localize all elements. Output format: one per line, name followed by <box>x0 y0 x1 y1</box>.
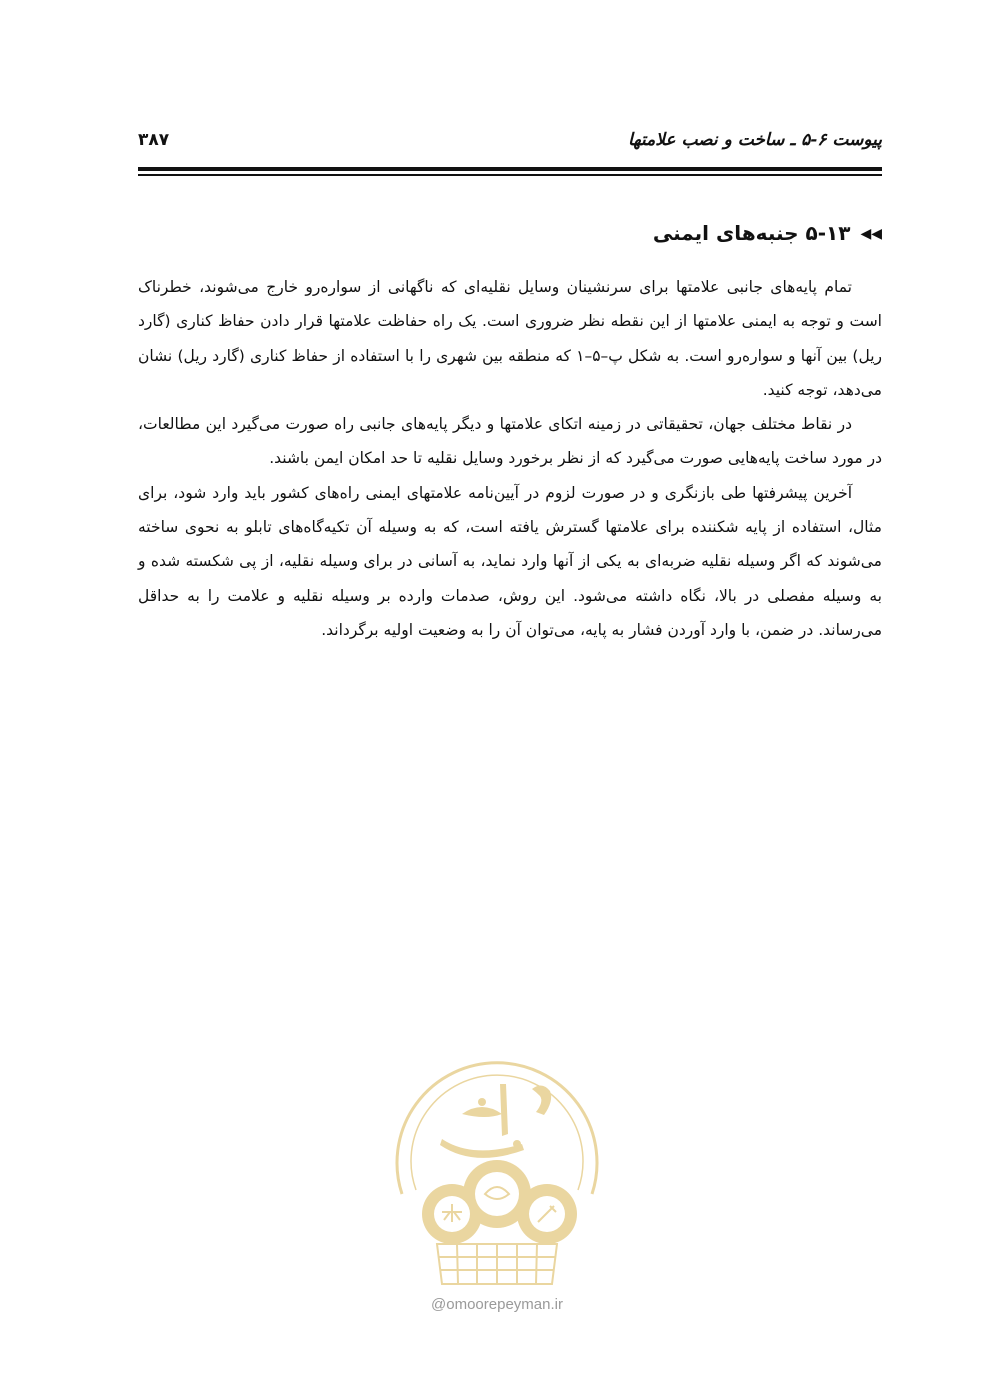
section-heading-text: ۵-۱۳ جنبه‌های ایمنی <box>652 221 851 245</box>
page-header <box>138 128 882 154</box>
watermark-caption: @omoorepeyman.ir <box>431 1296 563 1313</box>
watermark-logo-icon <box>382 1044 612 1294</box>
paragraph-2: در نقاط مختلف جهان، تحقیقاتی در زمینه اتکای علامتها و دیگر پایه‌های جانبی راه صورت می‌گیرد این مطالعات، در مورد ساخت پایه‌هایی صورت می‌گیرد که از نظر برخورد وسایل نقلیه تا حد امکان ایمن باشند. <box>138 415 882 468</box>
section-heading <box>653 221 882 245</box>
paragraph-1: تمام پایه‌های جانبی علامتها برای سرنشینان وسایل نقلیه‌ای که ناگهانی از سواره‌رو خارج می‌شوند، خطرناک است و توجه به ایمنی علامتها از این نقطه نظر ضروری است. یک راه حفاظت علامتها قرار دادن حفاظ کناری (گارد ریل) بین آنها و سواره‌رو است. به شکل پ–۵–۱ که منطقه بین شهری را با استفاده از حفاظ کناری (گارد ریل) نشان می‌دهد، توجه کنید. <box>138 278 882 399</box>
body-text <box>138 270 882 647</box>
running-header-title: پیوست ۶-۵ ـ ساخت و نصب علامتها <box>628 130 882 150</box>
double-chevron-icon: ◀◀ <box>860 226 882 242</box>
page-number: ۳۸۷ <box>138 130 170 150</box>
paragraph-3: آخرین پیشرفتها طی بازنگری و در صورت لزوم در آیین‌نامه علامتهای ایمنی راه‌های کشور باید وارد شود، برای مثال، استفاده از پایه شکننده برای علامتها گسترش یافته است، که به وسیله آن تکیه‌گاه‌های تابلو به نحوی ساخته می‌شوند که اگر وسیله نقلیه ضربه‌ای به یکی از آنها وارد نماید، به آسانی در برای وسیله نقلیه، از پی شکسته شده و به وسیله مفصلی در بالا، نگاه داشته می‌شود. این روش، صدمات وارده بر وسیله نقلیه و علامت را به حداقل می‌رساند. در ضمن، با وارد آوردن فشار به پایه، می‌توان آن را به وضعیت اولیه برگرداند. <box>138 483 882 639</box>
watermark <box>382 1044 612 1334</box>
header-rule-thick <box>138 167 882 171</box>
header-rule-thin <box>138 174 882 176</box>
